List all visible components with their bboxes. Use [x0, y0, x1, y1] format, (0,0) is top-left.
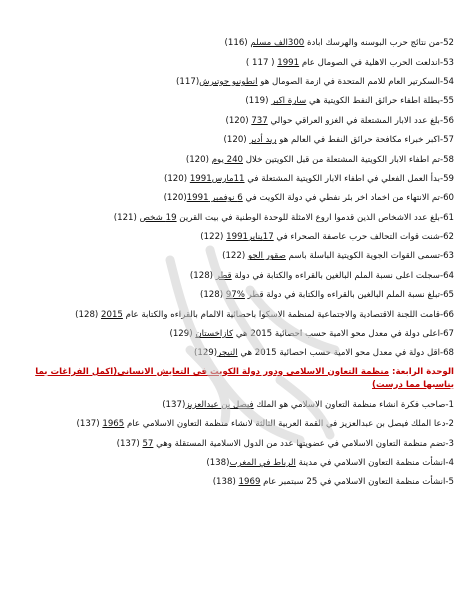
question-text: 4-انشأت منظمة التعاون الاسلامي في مدينة [295, 458, 454, 468]
question-text: 53-اندلعت الحرب الاهلية في الصومال عام [299, 57, 454, 68]
answer-text: 1969 [238, 477, 261, 488]
question-text: 57-اكبر خبراء مكافحة حرائق النفط في العالم هو [276, 135, 454, 146]
answer-text: 97% [225, 290, 245, 301]
page-reference: (121) [113, 212, 140, 223]
unit-heading [8, 366, 454, 392]
page-reference: (137) [116, 438, 143, 449]
question-text: 56-بلغ عدد الابار المشتعلة في الغزو العراقي حوالي [267, 115, 454, 126]
question-text: 60-تم الانتهاء من اخماد اخر بئر نفطي في دولة الكويت في [242, 193, 454, 204]
question-text: 54-السكرتير العام للامم المتحدة في ازمة الصومال هو [257, 76, 454, 87]
question-line [8, 434, 454, 453]
question-text: 65-تبلغ نسبة الملم البالغين بالقراءه والكتابة في دولة قطر [244, 290, 454, 301]
answer-text: النيجر [217, 348, 238, 359]
question-line [8, 286, 454, 305]
page-reference: (128) [199, 290, 226, 301]
answer-text: 1965 [102, 419, 125, 430]
question-text: 1-صاحب فكرة انشاء منظمة التعاون الاسلامي هو الملك [253, 399, 454, 410]
question-text: 58-تم اطفاء الابار الكويتية المشتعلة من قبل الكويتين خلال [243, 154, 454, 165]
question-text: 67-اعلى دولة في معدل محو الامية حسب احصائية 2015 هي [233, 329, 454, 340]
question-text: 52-من نتائج حرب البوسنه والهرسك ابادة [304, 38, 454, 49]
answer-text: كازاخستان [195, 329, 234, 340]
page-reference: (120) [185, 154, 212, 165]
question-text: 55-بطلة اطفاء حرائق النفط الكويتية هي [306, 96, 454, 107]
answer-text: فيصل بن عبدالعزيز [185, 399, 254, 410]
answer-text: سارة اكبر [271, 96, 307, 107]
question-line [8, 325, 454, 344]
question-text: 63-تسمى القوات الجوية الكويتية الباسلة باسم [285, 251, 454, 262]
question-text: 5-انشأت منظمة التعاون الاسلامي في 25 سبتمبر عام [260, 477, 454, 488]
answer-text: 240 يوم [211, 154, 244, 165]
question-line [8, 73, 454, 92]
page-reference: (129) [169, 329, 196, 340]
unit-heading-prefix: الوحدة الرابعة: [389, 366, 454, 377]
question-line [8, 344, 454, 363]
question-line [8, 92, 454, 111]
document-page [8, 34, 454, 493]
answer-text: 737 [251, 115, 268, 126]
question-list-unit-3 [8, 34, 454, 364]
question-line [8, 415, 454, 434]
page-reference: (138) [206, 458, 230, 468]
answer-text: انطونيو جوتيرش [199, 76, 258, 87]
question-line [8, 170, 454, 189]
answer-text: 300الف مسلم [250, 38, 305, 49]
unit-heading-title: منظمة التعاون الاسلامي ودور دولة الكويت في التعايش الانساني(اكمل الفراغات بما يناسبها مما درست) [35, 366, 454, 390]
page-reference: ( 117 ) [245, 57, 278, 68]
page-reference: (137) [162, 399, 186, 410]
question-text: 64-سجلت اعلى نسبة الملم البالغين بالقراءه والكتابة في دولة [231, 270, 454, 281]
question-line [8, 189, 454, 208]
page-reference: (122) [222, 251, 248, 262]
question-line [8, 34, 454, 53]
page-reference: (120) [163, 173, 190, 184]
page-reference: (120) [163, 193, 187, 204]
page-reference: (120) [223, 135, 250, 146]
question-text: 3-تضم منظمة التعاون الاسلامي في عضويتها عدد من الدول الاسلامية المستقلة وهي [153, 438, 454, 449]
page-reference: (129) [194, 348, 218, 359]
question-line [8, 150, 454, 169]
question-line [8, 454, 454, 473]
answer-text: 6 نوفمبر 1991 [186, 193, 243, 204]
answer-text: ريد أدير [249, 135, 277, 146]
page-reference: (137) [76, 419, 103, 430]
page-reference: (120) [225, 115, 252, 126]
question-line [8, 396, 454, 415]
answer-text: 1991 [277, 57, 300, 68]
question-text: 62-شنت قوات التحالف حرب عاصفة الصحراء في [273, 232, 454, 243]
question-line [8, 53, 454, 72]
question-text: 61-بلغ عدد الاشخاص الذين قدموا اروع الامثلة للوحدة الوطنية في بيت القرين [176, 212, 454, 223]
question-line [8, 209, 454, 228]
question-text: 2-دعا الملك فيصل بن عبدالعزيز في القمة العربية الثالثة لانشاء منظمة التعاون الاسلامي عام [124, 419, 454, 430]
question-line [8, 131, 454, 150]
question-text: 68-اقل دولة في معدل محو الامية حسب احصائية 2015 هي [237, 348, 454, 359]
page-reference: (128) [75, 309, 102, 320]
answer-text: 19 شخص [139, 212, 177, 223]
page-reference: (117) [176, 76, 200, 87]
answer-text: 2015 [101, 309, 123, 320]
page-reference: (128) [189, 270, 216, 281]
answer-text: الرباط في المغرب [229, 458, 296, 468]
page-reference: (138) [212, 477, 239, 488]
answer-text: صقور الجو [247, 251, 286, 262]
page-reference: (122) [200, 232, 227, 243]
question-list-unit-4 [8, 396, 454, 493]
question-line [8, 247, 454, 266]
question-text: 59-بدأ العمل الفعلي في اطفاء الابار الكويتية المشتعلة في [244, 173, 454, 184]
answer-text: 17يناير1991 [226, 232, 274, 243]
answer-text: قطر [215, 270, 232, 281]
question-line [8, 267, 454, 286]
question-line [8, 305, 454, 324]
question-line [8, 112, 454, 131]
page-reference: (119) [245, 96, 272, 107]
question-line [8, 228, 454, 247]
question-text: 66-قامت اللجنة الاقتصادية والاجتماعية لمنظمة الاسكوا باحصائية الالمام بالقراءه والكتابة عام [122, 309, 454, 320]
answer-text: 11مارس1991 [189, 173, 245, 184]
page-reference: (116) [224, 38, 251, 49]
question-line [8, 473, 454, 492]
answer-text: 57 [142, 438, 154, 449]
